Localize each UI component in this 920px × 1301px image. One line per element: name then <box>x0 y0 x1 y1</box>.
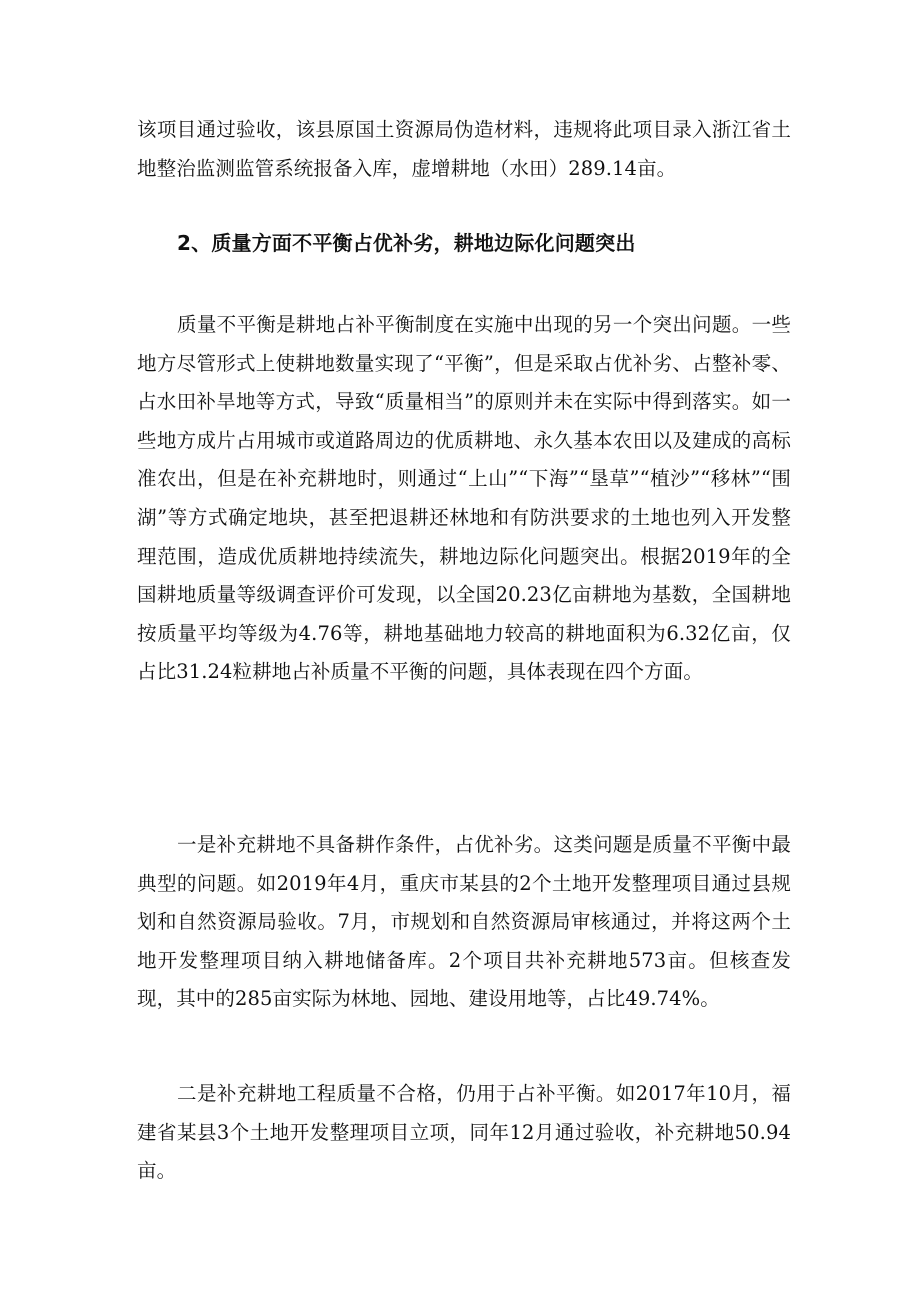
paragraph-text: 一是补充耕地不具备耕作条件，占优补劣。这类问题是质量不平衡中最典型的问题。如2019年4月，重庆市某县的2个土地开发整理项目通过县规划和自然资源局验收。7月，市规划和自然资源局审核通过，并将这两个土地开发整理项目纳入耕地储备库。2个项目共补充耕地573亩。但核查发现，其中的285亩实际为林地、园地、建设用地等，占比49.74%。 <box>137 833 791 1011</box>
paragraph-first-aspect <box>137 826 791 1019</box>
section-heading: 2、质量方面不平衡占优补劣，耕地边际化问题突出 <box>177 231 636 255</box>
paragraph-text: 该项目通过验收，该县原国土资源局伪造材料，违规将此项目录入浙江省土地整治监测监管系统报备入库，虚增耕地（水田）289.14亩。 <box>137 118 791 180</box>
paragraph-quality-imbalance <box>137 306 791 692</box>
paragraph-text: 二是补充耕地工程质量不合格，仍用于占补平衡。如2017年10月，福建省某县3个土地开发整理项目立项，同年12月通过验收，补充耕地50.94亩。 <box>137 1082 791 1183</box>
paragraph-second-aspect <box>137 1075 791 1191</box>
paragraph-text: 质量不平衡是耕地占补平衡制度在实施中出现的另一个突出问题。一些地方尽管形式上使耕地数量实现了“平衡”，但是采取占优补劣、占整补零、占水田补旱地等方式，导致“质量相当”的原则并未在实际中得到落实。如一些地方成片占用城市或道路周边的优质耕地、永久基本农田以及建成的高标准农出，但是在补充耕地时，则通过“上山”“下海”“垦草”“植沙”“移林”“围湖”等方式确定地块，甚至把退耕还林地和有防洪要求的土地也列入开发整理范围，造成优质耕地持续流失，耕地边际化问题突出。根据2019年的全国耕地质量等级调查评价可发现，以全国20.23亿亩耕地为基数，全国耕地按质量平均等级为4.76等，耕地基础地力较高的耕地面积为6.32亿亩，仅占比31.24粒耕地占补质量不平衡的问题，具体表现在四个方面。 <box>137 313 791 684</box>
paragraph-continuation <box>137 111 791 188</box>
